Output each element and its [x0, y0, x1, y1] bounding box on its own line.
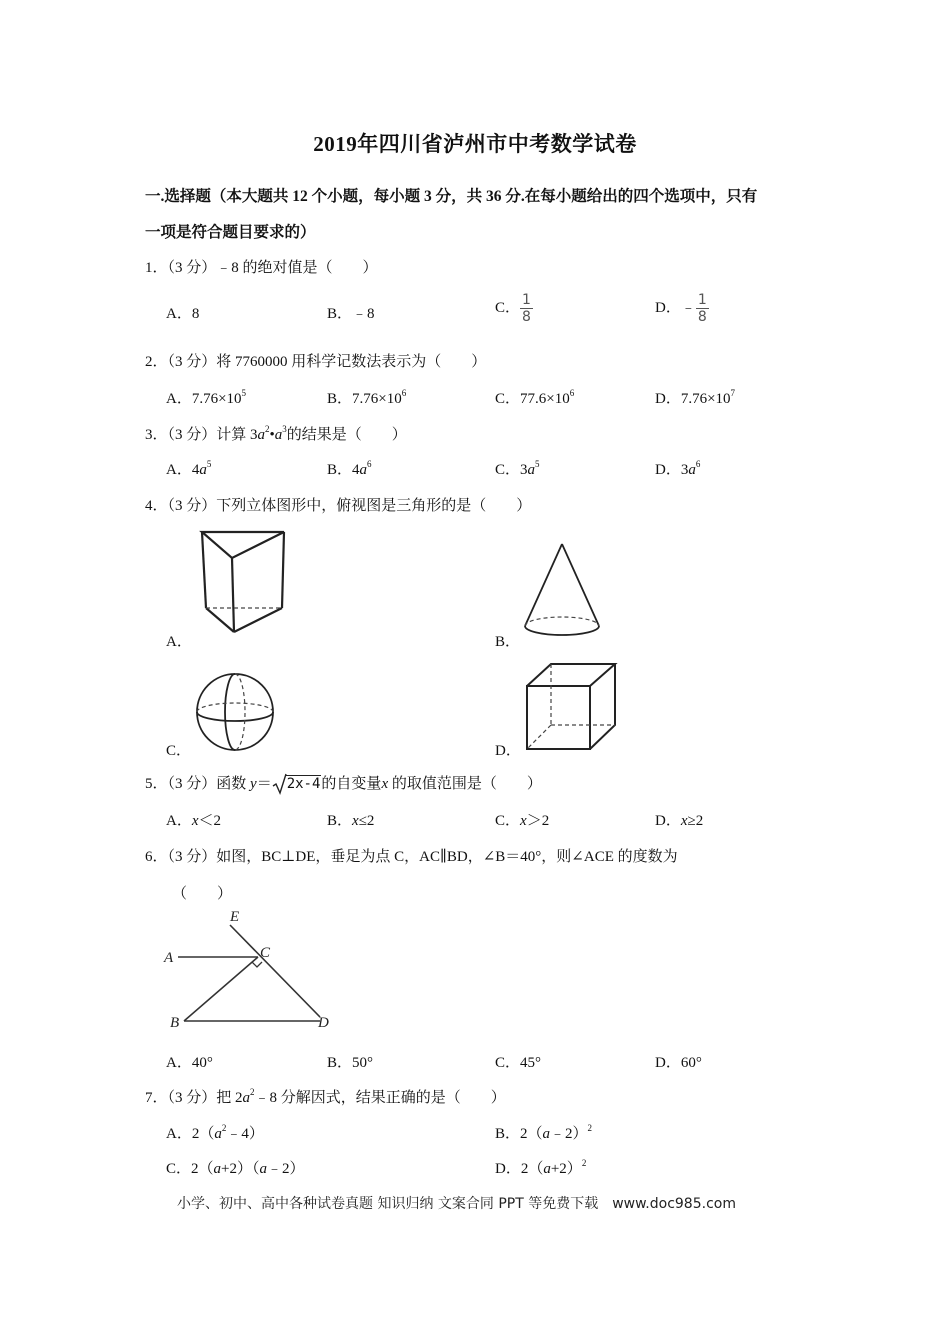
q5-a-rel: ＜2	[198, 813, 222, 829]
q7-a-post: ﹣4）	[226, 1126, 264, 1142]
q2-c-text: C．77.6×10	[495, 391, 570, 407]
q5-b-rel: ≤2	[358, 813, 375, 829]
q5-d-rel: ≥2	[687, 813, 704, 829]
q5-stem-post: 的取值范围是（ ）	[388, 776, 542, 792]
q7-a-pre: A．2（	[166, 1126, 215, 1142]
q3-var-a1: a	[257, 427, 266, 443]
geometry-figure-q6	[160, 905, 340, 1035]
q2-option-c	[495, 387, 574, 408]
q1-option-a: A．8	[166, 306, 200, 322]
footer-text: 小学、初中、高中各种试卷真题 知识归纳 文案合同 PPT 等免费下载 www.doc985.com	[177, 1196, 736, 1212]
q2-b-text: B．7.76×10	[327, 391, 402, 407]
q7-c-post: ﹣2）	[266, 1161, 305, 1177]
q5-option-b	[327, 809, 374, 830]
q7-var-a: a	[242, 1090, 251, 1106]
q3-d-var: a	[688, 462, 696, 478]
question-5-stem	[145, 772, 542, 793]
q3-c-exp: 5	[535, 459, 540, 469]
label-D: D	[318, 1015, 329, 1031]
q6-option-a: A．40°	[166, 1055, 213, 1071]
q1-option-d-fraction	[696, 292, 709, 325]
q1-d-numerator: 1	[697, 292, 707, 308]
q2-c-exp: 6	[569, 388, 575, 398]
q1-d-denominator: 8	[697, 309, 707, 325]
prism-top-face	[202, 532, 284, 558]
q7-c-mid: +2）（	[221, 1161, 260, 1177]
label-B: B	[170, 1015, 180, 1031]
q7-d-exp: 2	[581, 1158, 587, 1168]
q7-exp: 2	[250, 1087, 255, 1097]
q1-option-d	[655, 292, 709, 325]
q5-var-y: y	[250, 776, 257, 792]
q5-a-var: x	[191, 813, 199, 829]
q5-radicand: 2x-4	[286, 776, 321, 792]
q7-d-post: +2）	[550, 1161, 582, 1177]
question-6-stem-line2: （ ）	[172, 886, 233, 902]
q5-c-label: C．	[495, 813, 521, 829]
q7-b-post: ﹣2）	[550, 1126, 588, 1142]
q3-dot: •	[269, 427, 275, 443]
q1-option-d-sign: ﹣	[680, 299, 696, 316]
q4-option-d: D．	[495, 743, 521, 759]
cone-figure	[520, 540, 604, 642]
sqrt-symbol-icon	[272, 773, 287, 795]
label-C: C	[260, 945, 271, 961]
q5-stem-mid: 的自变量	[321, 776, 382, 792]
q7-stem-pre: 7．（3 分）把 2	[145, 1090, 243, 1106]
q7-d-pre: D．2（	[495, 1161, 544, 1177]
q3-d-exp: 6	[695, 459, 701, 469]
question-1-stem: 1．（3 分）﹣8 的绝对值是（ ）	[145, 260, 378, 276]
q2-b-exp: 6	[401, 388, 407, 398]
right-angle-marker	[252, 962, 262, 967]
q7-option-d	[495, 1157, 586, 1178]
question-4-stem: 4．（3 分）下列立体图形中，俯视图是三角形的是（ ）	[145, 498, 532, 514]
q5-eq: ＝	[256, 776, 272, 792]
section-header-line2: 一项是符合题目要求的）	[145, 224, 316, 241]
q7-c-var1: a	[213, 1161, 222, 1177]
q3-exp1: 2	[265, 424, 270, 434]
question-6-stem-line1: 6．（3 分）如图，BC⊥DE，垂足为点 C，AC∥BD，∠B＝40°，则∠ACE 的度数为	[145, 849, 678, 865]
q6-option-d: D．60°	[655, 1055, 702, 1071]
q3-d-text: D．3	[655, 462, 689, 478]
q7-a-exp: 2	[221, 1123, 227, 1133]
q3-b-exp: 6	[367, 459, 372, 469]
q2-option-b	[327, 387, 406, 408]
q5-d-var: x	[680, 813, 688, 829]
q5-c-rel: ＞2	[526, 813, 550, 829]
q7-c-pre: C．2（	[166, 1161, 214, 1177]
q3-option-a	[166, 458, 211, 479]
sphere-figure	[193, 670, 277, 754]
q1-option-b: B．﹣8	[327, 306, 375, 322]
question-2-stem: 2．（3 分）将 7760000 用科学记数法表示为（ ）	[145, 354, 487, 370]
q4-option-a: A．	[166, 634, 192, 650]
q7-option-a	[166, 1122, 264, 1143]
q3-option-b	[327, 458, 372, 479]
q5-stem-pre: 5．（3 分）函数	[145, 776, 251, 792]
q3-b-text: B．4	[327, 462, 360, 478]
triangular-prism-figure	[196, 528, 292, 636]
line-ED	[230, 925, 320, 1017]
q3-option-c	[495, 458, 540, 479]
label-A: A	[164, 950, 174, 966]
q1-c-denominator: 8	[522, 309, 531, 325]
q3-a-text: A．4	[166, 462, 200, 478]
q5-option-c	[495, 809, 549, 830]
q5-sqrt	[272, 776, 322, 793]
q7-b-var: a	[542, 1126, 551, 1142]
q7-d-var: a	[543, 1161, 551, 1177]
q7-stem-post: ﹣8 分解因式，结果正确的是（ ）	[254, 1090, 506, 1106]
q3-c-text: C．3	[495, 462, 528, 478]
q2-d-exp: 7	[730, 388, 736, 398]
q7-option-b	[495, 1122, 592, 1143]
q7-option-c	[166, 1157, 305, 1178]
q2-a-text: A．7.76×10	[166, 391, 242, 407]
q5-var-x: x	[381, 776, 389, 792]
q6-option-b: B．50°	[327, 1055, 374, 1071]
q7-b-exp: 2	[587, 1123, 593, 1133]
q3-stem-pre: 3．（3 分）计算 3	[145, 427, 258, 443]
label-E: E	[230, 909, 240, 925]
q6-option-c: C．45°	[495, 1055, 542, 1071]
q3-b-var: a	[359, 462, 368, 478]
q1-option-c	[495, 292, 533, 325]
q1-c-numerator: 1	[522, 292, 531, 308]
q5-b-var: x	[352, 813, 359, 829]
q3-c-var: a	[527, 462, 536, 478]
q3-a-var: a	[199, 462, 207, 478]
line-CB	[184, 957, 258, 1021]
question-7-stem	[145, 1086, 506, 1107]
q1-option-d-label: D．	[655, 299, 681, 316]
q5-option-a	[166, 809, 221, 830]
q4-option-b: B．	[495, 634, 521, 650]
q4-option-c: C．	[166, 743, 192, 759]
q2-option-d	[655, 387, 735, 408]
q5-b-label: B．	[327, 813, 353, 829]
q7-a-var: a	[214, 1126, 222, 1142]
q2-d-text: D．7.76×10	[655, 391, 731, 407]
page-title: 2019年四川省泸州市中考数学试卷	[313, 132, 637, 156]
q5-option-d	[655, 809, 703, 830]
q3-option-d	[655, 458, 700, 479]
q7-c-var2: a	[259, 1161, 267, 1177]
question-3-stem	[145, 423, 407, 444]
q1-option-c-label: C．	[495, 299, 521, 316]
q3-var-a2: a	[274, 427, 283, 443]
q3-stem-post: 的结果是（ ）	[286, 427, 407, 443]
q5-a-label: A．	[166, 813, 192, 829]
q3-exp2: 3	[282, 424, 287, 434]
q1-option-c-fraction	[520, 292, 533, 325]
section-header-line1: 一.选择题（本大题共 12 个小题，每小题 3 分，共 36 分.在每小题给出的四个选项中，只有	[145, 188, 758, 205]
q2-option-a	[166, 387, 246, 408]
q2-a-exp: 5	[241, 388, 247, 398]
q5-d-label: D．	[655, 813, 681, 829]
q3-a-exp: 5	[206, 459, 212, 469]
q5-c-var: x	[520, 813, 527, 829]
q7-b-pre: B．2（	[495, 1126, 543, 1142]
cube-figure	[524, 662, 620, 752]
